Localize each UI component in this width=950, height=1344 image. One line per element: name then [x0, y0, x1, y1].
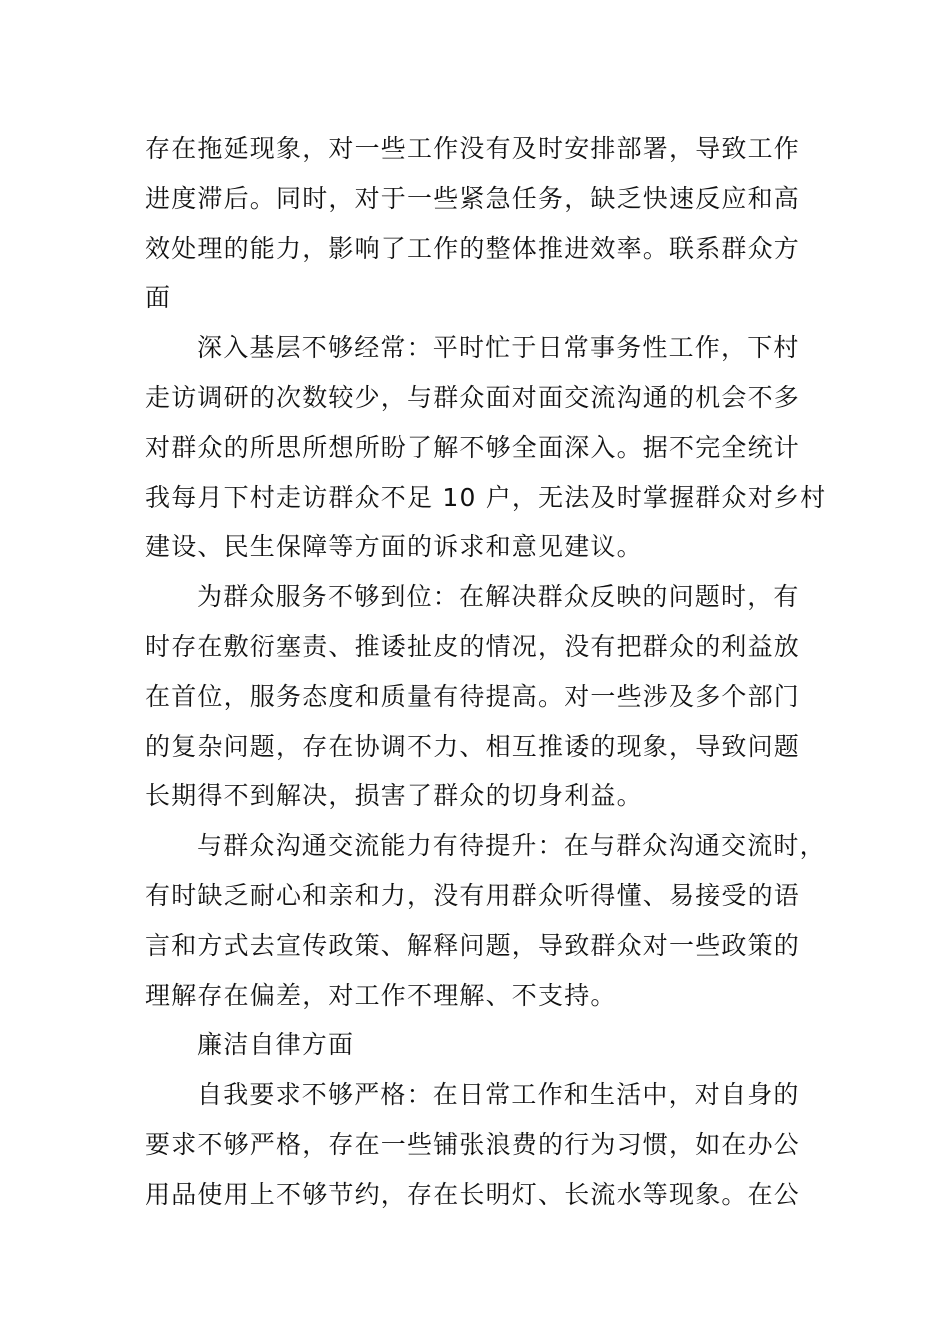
section-heading: 廉洁自律方面: [197, 1030, 355, 1060]
text-line-12: 在首位，服务态度和质量有待提高。对一些涉及多个部门: [145, 681, 801, 711]
text-line-2: 进度滞后。同时，对于一些紧急任务，缺乏快速反应和高: [145, 183, 801, 213]
text-line-15: 与群众沟通交流能力有待提升：在与群众沟通交流时，: [197, 831, 826, 861]
text-line-7: 对群众的所思所想所盼了解不够全面深入。据不完全统计: [145, 432, 801, 462]
text-line-20: 自我要求不够严格：在日常工作和生活中，对自身的: [197, 1080, 800, 1110]
text-line-22: 用品使用上不够节约，存在长明灯、长流水等现象。在公: [145, 1179, 801, 1209]
text-line-10: 为群众服务不够到位：在解决群众反映的问题时，有: [197, 582, 800, 612]
text-line-4: 面: [145, 283, 172, 313]
text-line-17: 言和方式去宣传政策、解释问题，导致群众对一些政策的: [145, 930, 801, 960]
text-line-14: 长期得不到解决，损害了群众的切身利益。: [145, 781, 643, 811]
text-line-8: 我每月下村走访群众不足 10 户，无法及时掌握群众对乡村: [145, 482, 827, 512]
text-line-18: 理解存在偏差，对工作不理解、不支持。: [145, 980, 617, 1010]
text-line-5: 深入基层不够经常：平时忙于日常事务性工作，下村: [197, 333, 800, 363]
text-line-16: 有时缺乏耐心和亲和力，没有用群众听得懂、易接受的语: [145, 880, 801, 910]
text-line-6: 走访调研的次数较少，与群众面对面交流沟通的机会不多: [145, 382, 801, 412]
text-line-11: 时存在敷衍塞责、推诿扯皮的情况，没有把群众的利益放: [145, 631, 801, 661]
text-line-9: 建设、民生保障等方面的诉求和意见建议。: [145, 532, 643, 562]
text-line-3: 效处理的能力，影响了工作的整体推进效率。联系群众方: [145, 233, 801, 263]
text-line-21: 要求不够严格，存在一些铺张浪费的行为习惯，如在办公: [145, 1129, 801, 1159]
text-line-13: 的复杂问题，存在协调不力、相互推诿的现象，导致问题: [145, 731, 801, 761]
document-body: [145, 124, 845, 1220]
text-line-1: 存在拖延现象，对一些工作没有及时安排部署，导致工作: [145, 134, 801, 163]
